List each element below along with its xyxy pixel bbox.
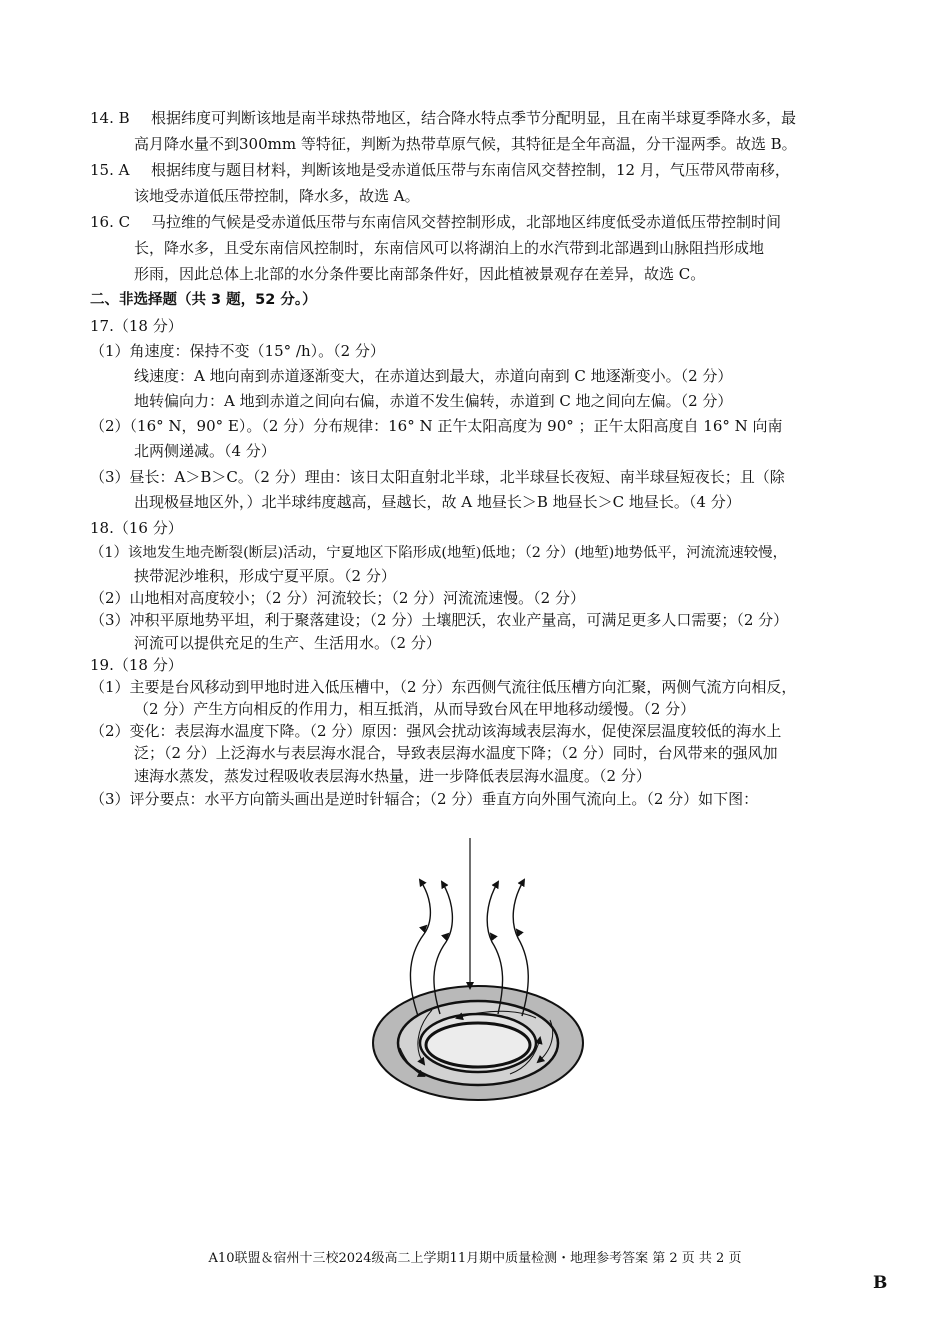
q16-line-1: 马拉维的气候是受赤道低压带与东南信风交替控制形成，北部地区纬度低受赤道低压带控制时间 xyxy=(151,213,782,231)
q17-part1-a: （1）角速度：保持不变（15° /h）。（2 分） xyxy=(90,342,385,360)
q18-part3-a: （3）冲积平原地势平坦，利于聚落建设；（2 分）土壤肥沃，农业产量高，可满足更多人口需要；（2 分） xyxy=(90,611,789,629)
q18-part1-a: （1）该地发生地壳断裂(断层)活动，宁夏地区下陷形成(地堑)低地；（2 分）(地堑)地势低平，河流流速较慢， xyxy=(90,545,787,561)
page-version-mark: B xyxy=(873,1273,888,1293)
q14-line-1: 根据纬度可判断该地是南半球热带地区，结合降水特点季节分配明显，且在南半球夏季降水多，最 xyxy=(151,109,797,127)
q16-line-3: 形雨，因此总体上北部的水分条件要比南部条件好，因此植被景观存在差异，故选 C。 xyxy=(134,265,706,283)
q16-label: 16. C xyxy=(90,213,131,231)
q19-part3: （3）评分要点：水平方向箭头画出是逆时针辐合；（2 分）垂直方向外围气流向上。（2 分）如下图： xyxy=(90,790,759,808)
q17-part1-b: 线速度：A 地向南到赤道逐渐变大，在赤道达到最大，赤道向南到 C 地逐渐变小。（2 分） xyxy=(134,367,733,385)
q19-part1-b: （2 分）产生方向相反的作用力，相互抵消，从而导致台风在甲地移动缓慢。（2 分） xyxy=(134,700,696,718)
q14-line-2: 高月降水量不到300mm 等特征，判断为热带草原气候，其特征是全年高温，分干湿两季。故选 B。 xyxy=(134,135,797,153)
q17-part3-b: 出现极昼地区外，）北半球纬度越高，昼越长，故 A 地昼长＞B 地昼长＞C 地昼长。（4 分） xyxy=(134,493,741,511)
q17-part2-a: （2）（16° N，90° E）。（2 分）分布规律：16° N 正午太阳高度为 90° ；正午太阳高度自 16° N 向南 xyxy=(90,417,783,435)
q19-part1-a: （1）主要是台风移动到甲地时进入低压槽中，（2 分）东西侧气流往低压槽方向汇聚，两侧气流方向相反， xyxy=(90,678,797,696)
q17-part3-a: （3）昼长：A＞B＞C。（2 分）理由：该日太阳直射北半球，北半球昼长夜短、南半球昼短夜长；且（除 xyxy=(90,468,785,486)
typhoon-airflow-diagram xyxy=(360,838,600,1108)
q15-line-1: 根据纬度与题目材料，判断该地是受赤道低压带与东南信风交替控制，12 月，气压带风带南移， xyxy=(151,161,790,179)
q17-heading: 17.（18 分） xyxy=(90,317,183,335)
updraft-right-mid-arrow xyxy=(491,934,494,938)
updraft-left-mid-arrow-2 xyxy=(444,934,448,938)
q17-part1-c: 地转偏向力：A 地到赤道之间向右偏，赤道不发生偏转，赤道到 C 地之间向左偏。（2 分） xyxy=(134,392,733,410)
q18-part3-b: 河流可以提供充足的生产、生活用水。（2 分） xyxy=(134,634,441,652)
updraft-left-mid-arrow xyxy=(422,926,426,930)
q15-label: 15. A xyxy=(90,161,130,179)
q19-part2-b: 泛；（2 分）上泛海水与表层海水混合，导致表层海水温度下降；（2 分）同时，台风带来的强风加 xyxy=(134,744,778,762)
q18-part2: （2）山地相对高度较小；（2 分）河流较长；（2 分）河流流速慢。（2 分） xyxy=(90,589,585,607)
q16-line-2: 长，降水多，且受东南信风控制时，东南信风可以将湖泊上的水汽带到北部遇到山脉阻挡形成地 xyxy=(134,239,765,257)
section-2-heading: 二、非选择题（共 3 题，52 分。） xyxy=(90,292,317,308)
q19-part2-c: 速海水蒸发，蒸发过程吸收表层海水热量，进一步降低表层海水温度。（2 分） xyxy=(134,767,651,785)
updraft-right-mid-arrow-2 xyxy=(517,930,520,934)
q18-part1-b: 挟带泥沙堆积，形成宁夏平原。（2 分） xyxy=(134,567,396,585)
eye-ring xyxy=(426,1023,530,1067)
q17-part2-b: 北两侧递减。（4 分） xyxy=(134,442,276,460)
page-footer: A10联盟＆宿州十三校2024级高二上学期11月期中质量检测・地理参考答案 第 2 页 共 2 页 xyxy=(208,1251,742,1266)
q14-label: 14. B xyxy=(90,109,130,127)
q18-heading: 18.（16 分） xyxy=(90,519,183,537)
q15-line-2: 该地受赤道低压带控制，降水多，故选 A。 xyxy=(134,187,420,205)
q19-part2-a: （2）变化：表层海水温度下降。（2 分）原因：强风会扰动该海域表层海水，促使深层温度较低的海水上 xyxy=(90,722,782,740)
q19-heading: 19.（18 分） xyxy=(90,656,183,674)
